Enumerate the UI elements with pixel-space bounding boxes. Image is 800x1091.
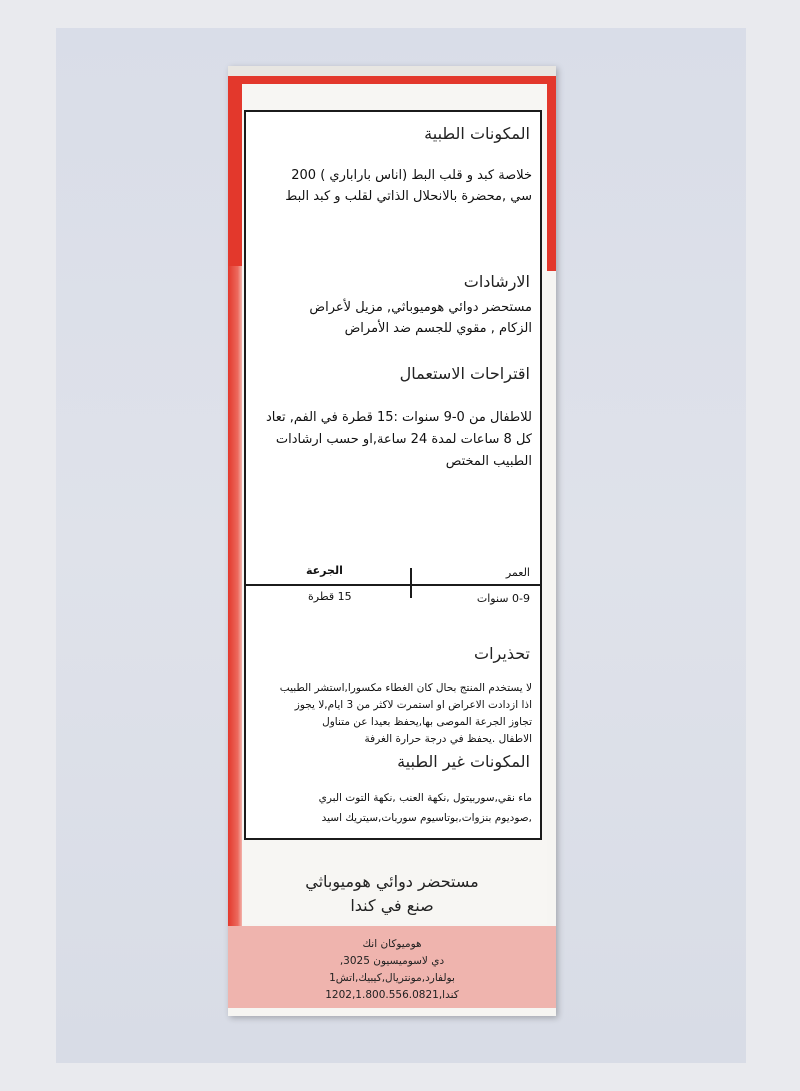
inactive-ingredients-heading: المكونات غير الطبية [397,752,530,771]
active-ingredients-line-1: خلاصة كبد و قلب البط (اناس باراباري ) 200 [291,168,532,183]
active-ingredients-line-2: سي ,محضرة بالانحلال الذاتي لقلب و كبد البط [285,189,532,204]
inactive-line-2: ,صوديوم بنزوات,بوتاسيوم سوربات,سيتريك اسيد [321,812,532,824]
dosage-table [246,548,540,608]
usage-line-3: الطبيب المختص [445,454,532,469]
medicine-box-side [228,66,556,1016]
made-in-canada-label: صنع في كندا [350,896,434,915]
dose-header: الجرعة [306,564,343,577]
usage-line-2: كل 8 ساعات لمدة 24 ساعة,او حسب ارشادات [275,432,532,447]
usage-line-1: للاطفال من 0-9 سنوات :15 قطرة في الفم, تعاد [265,410,532,425]
indications-line-1: مستحضر دوائي هوميوباثي, مزيل لأعراض [309,300,532,315]
address-line-2: بولفارد,مونتريال,كيبيك,اتش1 [329,972,455,984]
warnings-heading: تحذيرات [474,644,530,663]
indications-heading: الارشادات [463,272,530,291]
homeopathic-label: مستحضر دوائي هوميوباثي [305,872,479,891]
inactive-line-1: ماء نقي,سوربيتول ,نكهة العنب ,نكهة التوت البري [318,792,532,804]
table-divider-horizontal [246,584,540,586]
active-ingredients-heading: المكونات الطبية [424,124,530,143]
address-line-3: كندا,1202,1.800.556.0821 [325,989,459,1001]
manufacturer-name: هوميوكان انك [362,938,422,950]
warnings-line-1: لا يستخدم المنتج بحال كان الغطاء مكسورا,استشر الطبيب [279,682,532,694]
warnings-line-3: تجاوز الجرعة الموصى بها,يحفظ بعيدا عن متناول [322,716,532,728]
indications-line-2: الزكام , مقوي للجسم ضد الأمراض [344,321,532,336]
ingredients-panel [244,110,542,840]
dose-value: 15 قطرة [308,590,352,603]
age-header: العمر [505,566,530,579]
age-value: 0-9 سنوات [476,592,530,605]
warnings-line-4: الاطفال .يحفظ في درجة حرارة الغرفة [364,733,532,745]
table-divider-vertical [410,568,412,598]
usage-heading: اقتراحات الاستعمال [399,364,530,383]
address-line-1: دي لاسوميسيون 3025, [339,955,445,967]
warnings-line-2: اذا ازدادت الاعراض او استمرت لاكثر من 3 ايام,لا يجوز [294,699,532,711]
